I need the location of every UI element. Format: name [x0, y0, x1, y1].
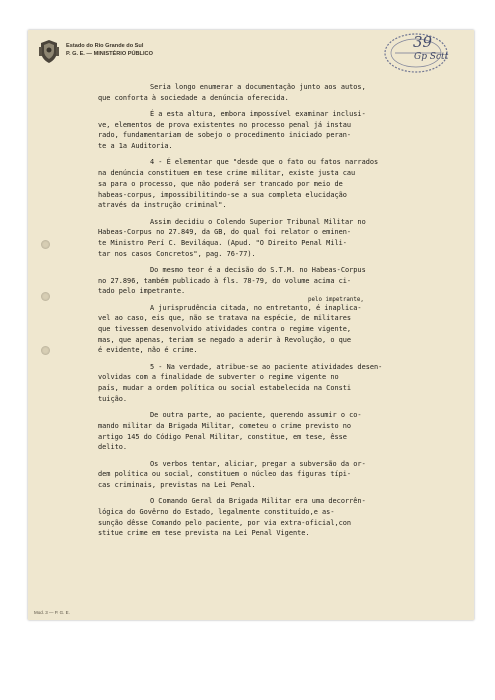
punch-hole [41, 346, 50, 355]
letterhead-state: Estado do Rio Grande do Sul [66, 43, 144, 49]
text-line: Do mesmo teor é a decisão do S.T.M. no Habeas-Corpus [150, 265, 366, 274]
text-line: ve, elementos de prova existentes no processo penal já instau [98, 120, 352, 129]
form-code-footer: Mod. 3 — P. G. E. [34, 610, 70, 615]
paragraph-item-4 [98, 157, 460, 211]
text-line: te a 1a Auditoria. [98, 142, 173, 151]
punch-hole [41, 292, 50, 301]
paragraph-stm-decision [98, 217, 460, 260]
text-line: lógica do Govêrno do Estado, legalmente constituído,e as- [98, 507, 335, 516]
paragraph-verbs [98, 459, 460, 491]
document-body [98, 82, 460, 545]
text-line: A jurisprudência citada, no entretanto, é inaplica- [150, 303, 362, 312]
text-line: mas, que apenas, teriam se negado a aderir à Revolução, o que [98, 335, 352, 344]
text-line: 4 - É elementar que "desde que o fato ou fatos narrados [150, 158, 379, 167]
text-line: na denúncia constituem em tese crime militar, existe justa cau [98, 169, 356, 178]
paragraph-item-5 [98, 362, 460, 405]
text-line: Habeas-Corpus no 27.849, da GB, do qual foi relator o eminen- [98, 228, 352, 237]
interlinear-note: pelo impetrante, [308, 296, 364, 303]
paragraph-jurisprudence [98, 296, 460, 357]
text-line: através da instrução criminal". [98, 201, 227, 210]
text-line: 5 - Na verdade, atribue-se ao paciente atividades desen- [150, 362, 383, 371]
text-line: sunção dêsse Comando pelo paciente, por via extra-oficial,con [98, 518, 352, 527]
text-line: Seria longo enumerar a documentação junto aos autos, [150, 83, 366, 91]
paragraph-documentation [98, 82, 460, 103]
stamp-initials: Gp Sctt [414, 52, 449, 62]
text-line: Assim decidiu o Colendo Superior Tribunal Militar no [150, 217, 366, 226]
text-line: tar nos casos Concretos", pag. 76-77). [98, 249, 256, 258]
coat-of-arms-icon [38, 38, 60, 64]
text-line: é evidente, não é crime. [98, 346, 198, 355]
text-line: Os verbos tentar, aliciar, pregar a subversão da or- [150, 459, 366, 468]
paragraph-general-command [98, 496, 460, 539]
paragraph-evidence [98, 109, 460, 152]
text-line: habeas-corpus, impossibilitindo-se a sua completa elucidação [98, 190, 347, 199]
text-line: De outra parte, ao paciente, querendo assumir o co- [150, 411, 362, 420]
text-line: volvidas com a finalidade de subverter o regime vigente no [98, 373, 339, 382]
letterhead-office: P. G. E. — MINISTÉRIO PÚBLICO [66, 51, 153, 57]
text-line: rado, fundamentariam de sobejo o procedimento iniciado peran- [98, 131, 352, 140]
text-line: dem política ou social, constituem o núcleo das figuras típi- [98, 470, 352, 479]
text-line: que tivessem desenvolvido atividades contra o regime vigente, [98, 325, 352, 334]
paragraph-command [98, 410, 460, 453]
text-line: tado pelo impetrante. [98, 287, 186, 296]
page-number-handwritten: 39 [413, 33, 433, 51]
text-line: no 27.896, também publicado à fls. 78-79, do volume acima ci- [98, 276, 352, 285]
text-line: cas criminais, previstas na Lei Penal. [98, 480, 256, 489]
text-line: artigo 145 do Código Penal Militar, constitue, em tese, êsse [98, 432, 347, 441]
text-line: mando militar da Brigada Militar, cometeu o crime previsto no [98, 421, 352, 430]
text-line: delito. [98, 443, 128, 452]
text-line: O Comando Geral da Brigada Militar era uma decorrên- [150, 497, 366, 506]
text-line: vel ao caso, eis que, não se tratava na espécie, de militares [98, 314, 352, 323]
text-line: stitue crime em tese prevista na Lei Penal Vigente. [98, 529, 310, 538]
text-line: tuição. [98, 394, 128, 403]
text-line: que conforta à sociedade a denúncia oferecida. [98, 93, 289, 102]
text-line: te Ministro Perí C. Beviláqua. (Apud. "O Direito Penal Mili- [98, 238, 347, 247]
paragraph-same-decision [98, 265, 460, 297]
punch-hole [41, 240, 50, 249]
text-line: país, mudar a ordem política ou social estabelecida na Consti [98, 384, 352, 393]
text-line: É a esta altura, embora impossível examinar inclusi- [150, 110, 366, 118]
text-line: sa para o processo, que não poderá ser trancado por meio de [98, 179, 343, 188]
document-page [28, 30, 474, 620]
